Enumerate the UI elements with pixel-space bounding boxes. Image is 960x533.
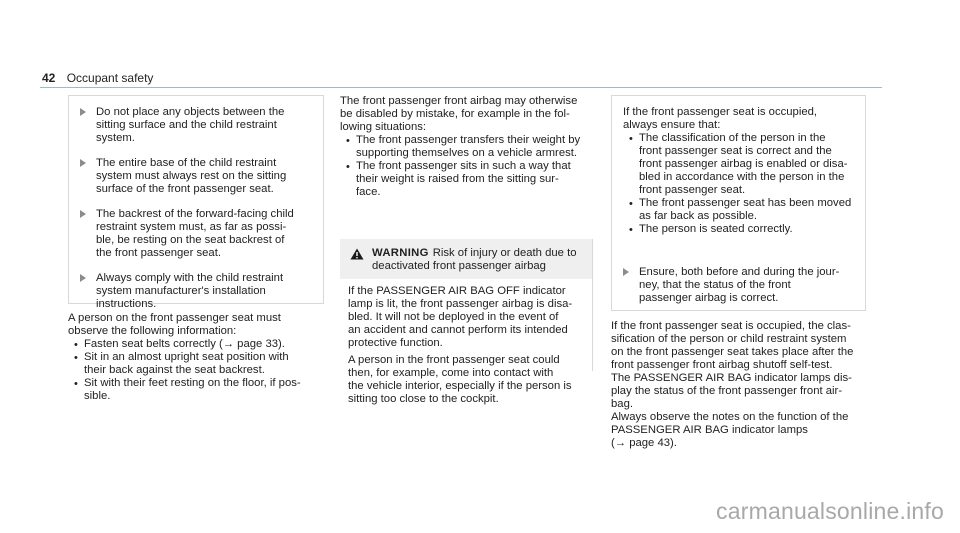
list-item: • The front passenger sits in such a way that their weight is raised from the sitting sur- face.: [346, 160, 571, 198]
step-text: The backrest of the forward-facing child restraint system must, as far as possi- ble, be resting on the seat backrest of the front passenger seat.: [96, 208, 294, 259]
step-text: Do not place any objects between the sitting surface and the child restraint system.: [96, 106, 285, 144]
paragraph: If the front passenger seat is occupied, the clas- sification of the person or child restraint system on the front passenger seat takes place after the front passenger front airbag shutoff self-test. The PASSENGER AIR BAG indicator lamps dis- play the status of the front passenger front air- bag.: [611, 320, 854, 410]
list-item: • Sit in an almost upright seat position with their back against the seat backrest.: [74, 351, 289, 376]
warning-title: WARNING Risk of injury or death due to deactivated front passenger airbag: [372, 247, 577, 272]
watermark: carmanualsonline.info: [716, 498, 944, 524]
step-text: The entire base of the child restraint system must always rest on the sitting surface of the front passenger seat.: [96, 157, 287, 195]
step-arrow-icon: [80, 210, 86, 218]
bullet-list: [340, 134, 600, 199]
bullet-list: [68, 338, 328, 403]
paragraph: Always observe the notes on the function of the PASSENGER AIR BAG indicator lamps (→ page 43).: [611, 411, 849, 449]
warning-body: [340, 279, 592, 412]
step-arrow-icon: [623, 268, 629, 276]
step-arrow-icon: [80, 274, 86, 282]
section-title: Occupant safety: [66, 71, 154, 85]
list-item: • The front passenger seat has been moved as far back as possible.: [629, 197, 852, 222]
warning-paragraph: A person in the front passenger seat could then, for example, come into contact with the vehicle interior, especially if the person is sitting too close to the cockpit.: [348, 354, 572, 405]
warning-paragraph: If the PASSENGER AIR BAG OFF indicator lamp is lit, the front passenger airbag is disa- bled. It will not be deployed in the event of an accident and cannot perform its intended protective function.: [348, 285, 573, 349]
page-header: [42, 71, 153, 85]
warning-label: WARNING: [372, 247, 429, 259]
warning-box: [340, 239, 592, 412]
header-rule: [40, 87, 882, 88]
paragraph: A person on the front passenger seat must observe the following information:: [68, 312, 281, 337]
list-item: • The front passenger transfers their weight by supporting themselves on a vehicle armrest.: [346, 134, 581, 159]
passenger-info: [68, 312, 328, 403]
list-item: • The person is seated correctly.: [629, 223, 793, 236]
occupied-seat-box: [623, 106, 861, 236]
instruction-step: [68, 208, 322, 260]
column-2-intro: [340, 95, 600, 199]
bullet-list: [623, 132, 861, 236]
instruction-step: [68, 272, 322, 311]
warning-header: [340, 239, 592, 279]
step-text: Ensure, both before and during the jour- ney, that the status of the front passenger airbag is correct.: [639, 266, 840, 304]
step-text: Always comply with the child restraint system manufacturer's installation instructions.: [96, 272, 284, 310]
step-arrow-icon: [80, 159, 86, 167]
page-number: 42: [42, 71, 56, 85]
instruction-steps: [611, 266, 861, 317]
instruction-steps: [68, 106, 322, 323]
paragraph: The front passenger front airbag may otherwise be disabled by mistake, for example in the fol- lowing situations:: [340, 95, 578, 133]
list-item: • The classification of the person in the front passenger seat is correct and the front passenger airbag is enabled or disa- bled in accordance with the person in the front passenger seat.: [629, 132, 848, 196]
list-item: • Fasten seat belts correctly (→ page 33).: [74, 338, 285, 351]
paragraph: If the front passenger seat is occupied, always ensure that:: [623, 106, 818, 131]
instruction-step: [68, 157, 322, 196]
instruction-step: [611, 266, 861, 305]
warning-rule: [592, 239, 593, 371]
instruction-step: [68, 106, 322, 145]
list-item: • Sit with their feet resting on the floor, if pos- sible.: [74, 377, 301, 402]
step-arrow-icon: [80, 108, 86, 116]
classification-text: [611, 320, 881, 450]
warning-triangle-icon: [350, 248, 364, 260]
